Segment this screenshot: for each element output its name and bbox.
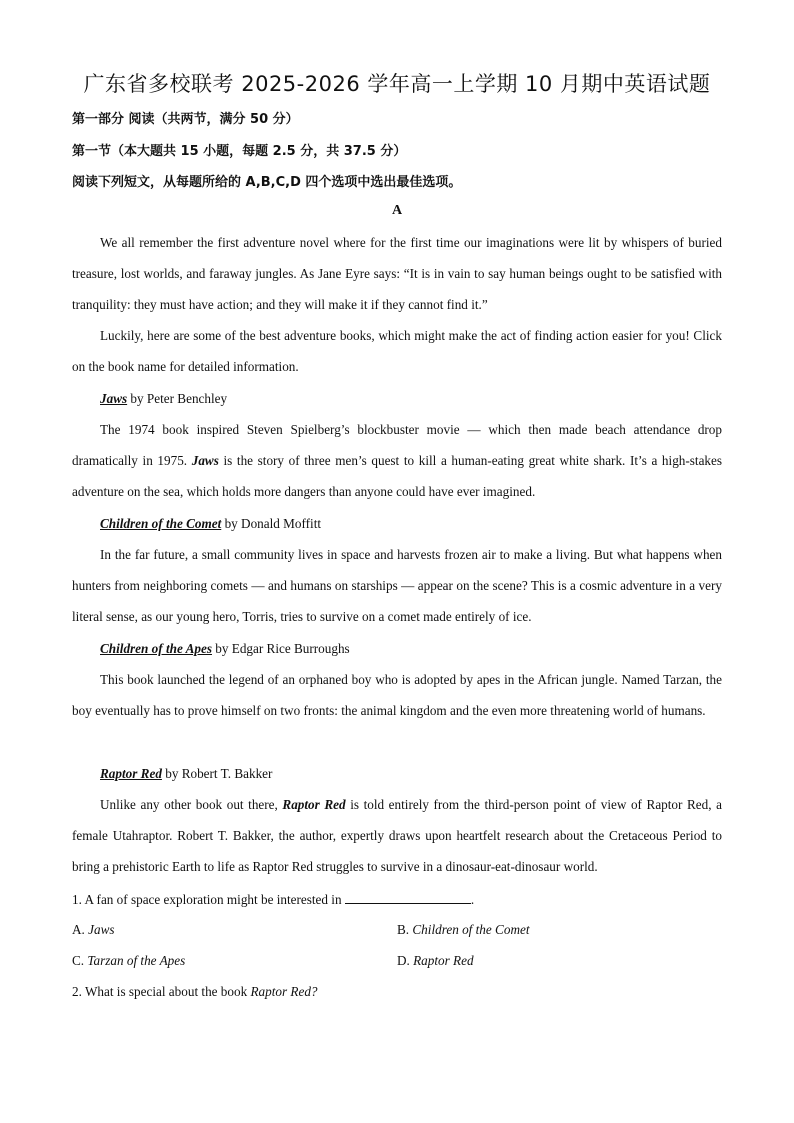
answer-blank [345, 891, 471, 904]
book-author: by Robert T. Bakker [161, 766, 273, 781]
book-author: by Edgar Rice Burroughs [211, 641, 350, 656]
option-b[interactable]: B. Children of the Comet [397, 922, 530, 937]
instruction-text: 阅读下列短文，从每题所给的 A,B,C,D 四个选项中选出最佳选项。 [72, 175, 462, 190]
book-description-apes: This book launched the legend of an orphaned boy who is adopted by apes in the African jungle. Named Tarzan, the boy eventually has to prove himself on two fronts: the animal kingdom and the even more threatening world of humans. [72, 672, 722, 718]
intro-paragraph-1: We all remember the first adventure novel where for the first time our imaginations were lit by whispers of buried treasure, lost worlds, and faraway jungles. As Jane Eyre says: “It is in vain to say human beings ought to be satisfied with tranquility: they must have action; and they will make it if they cannot find it.” [72, 235, 722, 312]
book-title-link[interactable]: Children of the Apes [100, 641, 212, 656]
book-heading-comet [100, 516, 321, 532]
book-heading-raptor [100, 766, 272, 782]
option-d[interactable]: D. Raptor Red [397, 953, 474, 968]
section-part-heading: 第一部分 阅读（共两节，满分 50 分） [72, 112, 299, 127]
book-description-comet: In the far future, a small community lives in space and harvests frozen air to make a living. But what happens when hunters from neighboring comets — and humans on starships — appear on the scene? This is a cosmic adventure in a very literal sense, as our young hero, Torris, tries to survive on a comet made entirely of ice. [72, 547, 722, 624]
book-title-link[interactable]: Raptor Red [100, 766, 162, 781]
book-description-jaws: The 1974 book inspired Steven Spielberg’s blockbuster movie — which then made beach attendance drop dramatically in 1975. Jaws is the story of three men’s quest to kill a human-eating great white shark. It’s a high-stakes adventure on the sea, which holds more dangers than anyone could have ever imagined. [72, 422, 722, 499]
section-one-heading: 第一节（本大题共 15 小题，每题 2.5 分，共 37.5 分） [72, 144, 407, 159]
option-c[interactable]: C. Tarzan of the Apes [72, 953, 186, 968]
book-author: by Donald Moffitt [221, 516, 322, 531]
book-heading-jaws [100, 391, 227, 407]
book-title-link[interactable]: Jaws [100, 391, 128, 406]
question-2-stem: 2. What is special about the book [72, 984, 251, 999]
option-a[interactable]: A. Jaws [72, 922, 115, 937]
passage-label: A [391, 203, 403, 218]
intro-paragraph-2: Luckily, here are some of the best adventure books, which might make the act of finding action easier for you! Click on the book name for detailed information. [72, 328, 722, 374]
question-1: 1. A fan of space exploration might be interested in . [72, 892, 475, 907]
question-2: 2. What is special about the book Raptor Red? [72, 984, 318, 999]
book-description-raptor: Unlike any other book out there, Raptor Red is told entirely from the third-person point of view of Raptor Red, a female Utahraptor. Robert T. Bakker, the author, expertly draws upon heartfelt research about the Cretaceous Period to bring a prehistoric Earth to life as Raptor Red struggles to survive in a dinosaur-eat-dinosaur world. [72, 797, 722, 874]
book-title-link[interactable]: Children of the Comet [100, 516, 222, 531]
book-author: by Peter Benchley [127, 391, 228, 406]
book-heading-apes [100, 641, 350, 657]
page-title: 广东省多校联考 2025-2026 学年高一上学期 10 月期中英语试题 [83, 72, 711, 96]
question-1-stem: 1. A fan of space exploration might be interested in [72, 892, 345, 907]
